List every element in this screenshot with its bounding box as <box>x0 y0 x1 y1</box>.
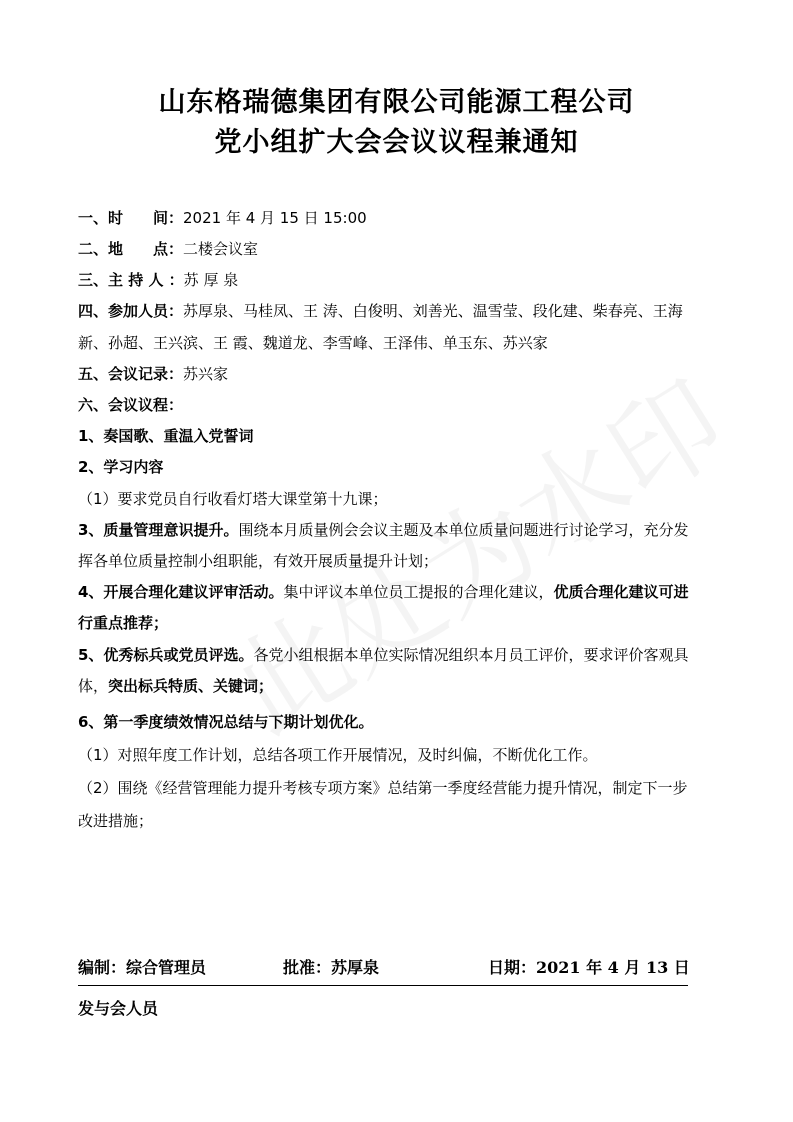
agenda-heading: 六、会议议程： <box>78 396 184 414</box>
footer-divider <box>78 985 688 986</box>
agenda-item-5-line-1 <box>78 644 728 665</box>
agenda-item-6-sub-2-line-2: 改进措施； <box>78 812 154 830</box>
agenda-item-5-text-2: 体， <box>78 677 109 695</box>
agenda-item-3-heading: 3、质量管理意识提升。 <box>78 521 239 539</box>
host-line <box>78 269 728 290</box>
agenda-item-4-emphasis-1: 优质合理化建议可进 <box>553 583 689 601</box>
recorder-label: 五、会议记录： <box>78 365 184 383</box>
agenda-item-5-line-2 <box>78 675 728 696</box>
agenda-item-2-sub-1: （1）要求党员自行收看灯塔大课堂第十九课； <box>78 490 388 508</box>
editor-signature: 编制：综合管理员 <box>78 958 207 977</box>
attendees-line-1 <box>78 300 728 321</box>
attendees-names-2: 新、孙超、王兴滨、王 霞、魏道龙、李雪峰、王泽伟、单玉东、苏兴家 <box>78 334 548 352</box>
agenda-item-5-heading: 5、优秀标兵或党员评选。 <box>78 646 254 664</box>
recorder-line <box>78 363 728 384</box>
agenda-item-4-heading: 4、开展合理化建议评审活动。 <box>78 583 284 601</box>
agenda-item-4-text-1: 集中评议本单位员工提报的合理化建议， <box>283 583 554 601</box>
host-label: 三、主 持 人 ： <box>78 271 184 289</box>
agenda-item-3-text-1: 围绕本月质量例会会议主题及本单位质量问题进行讨论学习，充分发 <box>238 521 689 539</box>
agenda-item-5-text-1: 各党小组根据本单位实际情况组织本月员工评价，要求评价客观具 <box>253 646 689 664</box>
agenda-item-1: 1、奏国歌、重温入党誓词 <box>78 427 254 445</box>
agenda-item-4-line-2: 行重点推荐； <box>78 614 169 632</box>
agenda-item-6-sub-1: （1）对照年度工作计划，总结各项工作开展情况，及时纠偏，不断优化工作。 <box>78 746 598 764</box>
place-label: 二、地 点： <box>78 240 184 258</box>
agenda-item-3-line-1 <box>78 519 728 540</box>
agenda-item-4-line-1 <box>78 581 728 602</box>
attendees-names-1: 苏厚泉、马桂凤、王 涛、白俊明、刘善光、温雪莹、段化建、柴春亮、王海 <box>183 302 683 320</box>
place-line <box>78 238 728 259</box>
agenda-item-5-emphasis: 突出标兵特质、关键词； <box>108 677 274 695</box>
title-line-1: 山东格瑞德集团有限公司能源工程公司 <box>158 87 635 118</box>
place-value: 二楼会议室 <box>183 240 259 258</box>
attendees-line-2 <box>78 332 728 353</box>
issue-date: 日期：2021 年 4 月 13 日 <box>488 958 690 977</box>
agenda-item-6-sub-2-line-1: （2）围绕《经营管理能力提升考核专项方案》总结第一季度经营能力提升情况，制定下一步 <box>78 779 688 797</box>
attendees-label: 四、参加人员： <box>78 302 184 320</box>
recorder-value: 苏兴家 <box>183 365 229 383</box>
time-value: 2021 年 4 月 15 日 15:00 <box>183 209 367 227</box>
agenda-item-3-line-2: 挥各单位质量控制小组职能，有效开展质量提升计划； <box>78 552 439 570</box>
title-line-2: 党小组扩大会会议议程兼通知 <box>214 127 579 158</box>
host-value: 苏 厚 泉 <box>183 271 239 289</box>
agenda-item-6: 6、第一季度绩效情况总结与下期计划优化。 <box>78 713 374 731</box>
distribution-note: 发与会人员 <box>78 999 159 1018</box>
time-label: 一、时 间： <box>78 209 184 227</box>
agenda-item-2: 2、学习内容 <box>78 458 164 476</box>
approver-signature: 批准：苏厚泉 <box>283 958 380 977</box>
time-line <box>78 207 728 228</box>
